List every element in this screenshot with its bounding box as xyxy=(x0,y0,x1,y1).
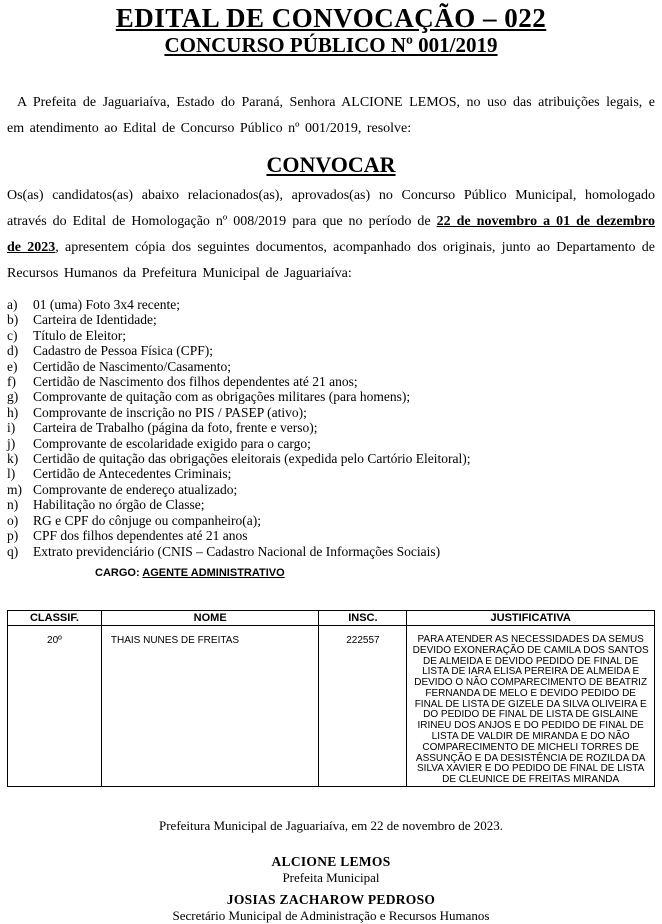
list-item xyxy=(7,374,655,389)
list-item-text: Cadastro de Pessoa Física (CPF); xyxy=(33,343,213,359)
list-item xyxy=(7,482,655,497)
list-item-text: Comprovante de endereço atualizado; xyxy=(33,481,238,497)
signature-role: Prefeita Municipal xyxy=(282,870,380,886)
signature-block-secretario xyxy=(7,892,655,923)
date-line: Prefeitura Municipal de Jaguariaíva, em 22 de novembro de 2023. xyxy=(158,818,504,834)
list-item xyxy=(7,359,655,374)
list-item-letter: c) xyxy=(7,327,18,343)
list-item-text: Título de Eleitor; xyxy=(33,327,126,343)
list-item-text: CPF dos filhos dependentes até 21 anos xyxy=(33,528,248,544)
list-item-text: Carteira de Trabalho (página da foto, frente e verso); xyxy=(33,420,318,436)
table-header-classif: CLASSIF. xyxy=(8,610,102,625)
list-item-text: 01 (uma) Foto 3x4 recente; xyxy=(33,297,180,312)
list-item xyxy=(7,466,655,481)
table-header-insc: INSC. xyxy=(319,610,407,625)
list-item-text: Comprovante de escolaridade exigido para o cargo; xyxy=(33,435,311,451)
list-item-text: Comprovante de quitação com as obrigações militares (para homens); xyxy=(33,389,411,405)
list-item xyxy=(7,420,655,435)
list-item-text: Certidão de quitação das obrigações eleitorais (expedida pelo Cartório Eleitoral); xyxy=(33,451,471,467)
cell-classif: 20º xyxy=(8,625,102,786)
list-item xyxy=(7,328,655,343)
list-item-letter: p) xyxy=(7,528,19,544)
list-item-text: Certidão de Nascimento/Casamento; xyxy=(33,358,231,374)
list-item-letter: q) xyxy=(7,543,19,559)
signature-role: Secretário Municipal de Administração e Recursos Humanos xyxy=(172,908,490,924)
list-item-letter: k) xyxy=(7,451,19,467)
cargo-value: AGENTE ADMINISTRATIVO xyxy=(142,566,285,579)
list-item-letter: l) xyxy=(7,466,16,482)
list-item-letter: e) xyxy=(7,358,18,374)
cell-insc: 222557 xyxy=(319,625,407,786)
convocation-text-after: , apresentem cópia dos seguintes documentos, acompanhado dos originais, junto ao Departamento de Recursos Humanos da Prefeitura Municipal de Jaguariaíva: xyxy=(7,240,656,281)
list-item xyxy=(7,343,655,358)
list-item-letter: o) xyxy=(7,512,19,528)
signature-block-prefeita xyxy=(7,854,655,885)
list-item-letter: m) xyxy=(7,481,22,497)
list-item xyxy=(7,297,655,312)
list-item-letter: b) xyxy=(7,312,19,328)
list-item-letter: g) xyxy=(7,389,19,405)
list-item-letter: a) xyxy=(7,297,18,312)
cargo-line xyxy=(95,566,655,580)
table-row xyxy=(8,625,655,786)
list-item-letter: d) xyxy=(7,343,19,359)
convocation-text-before: Os(as) candidatos(as) abaixo relacionados(as), aprovados(as) no Concurso Público Municipal, homologado através do Edital de Homologação nº 008/2019 para que no período de xyxy=(7,188,655,229)
document-title xyxy=(7,3,655,33)
list-item-text: Habilitação no órgão de Classe; xyxy=(33,497,205,513)
candidates-table-body xyxy=(8,625,655,786)
list-item xyxy=(7,436,655,451)
cell-nome: THAIS NUNES DE FREITAS xyxy=(101,625,319,786)
table-header-justificativa: JUSTIFICATIVA xyxy=(407,610,655,625)
list-item-letter: f) xyxy=(7,374,16,390)
candidates-table-header xyxy=(8,610,655,625)
cargo-label: CARGO: xyxy=(95,566,143,579)
convocation-period-highlight: 22 de novembro a 01 de dezembro de 2023 xyxy=(7,214,655,255)
list-item-text: Certidão de Antecedentes Criminais; xyxy=(33,466,232,482)
signature-name: ALCIONE LEMOS xyxy=(271,854,391,870)
list-item-letter: n) xyxy=(7,497,19,513)
signature-name: JOSIAS ZACHAROW PEDROSO xyxy=(226,892,436,908)
list-item-text: Comprovante de inscrição no PIS / PASEP (ativo); xyxy=(33,404,307,420)
intro-paragraph: A Prefeita de Jaguariaíva, Estado do Paraná, Senhora ALCIONE LEMOS, no uso das atribuições legais, e em atendimento ao Edital de Concurso Público nº 001/2019, resolve: xyxy=(7,95,655,136)
table-header-nome: NOME xyxy=(101,610,319,625)
list-item-text: Extrato previdenciário (CNIS – Cadastro Nacional de Informações Sociais) xyxy=(33,543,441,559)
document-subtitle xyxy=(7,33,655,57)
convocar-heading xyxy=(7,151,655,178)
documents-list xyxy=(7,297,655,559)
list-item-text: Carteira de Identidade; xyxy=(33,312,157,328)
list-item xyxy=(7,544,655,559)
list-item-letter: i) xyxy=(7,420,16,436)
cell-justificativa: PARA ATENDER AS NECESSIDADES DA SEMUS DEVIDO EXONERAÇÃO DE CAMILA DOS SANTOS DE ALMEIDA E DEVIDO PEDIDO DE FINAL DE LISTA DE IARA ELISA PEREIRA DE ALMEIDA E DEVIDO O NÃO COMPARECIMENTO DE BEATRIZ FERNANDA DE MELO E DEVIDO PEDIDO DE FINAL DE LISTA DE GIZELE DA SILVA OLIVEIRA E DO PEDIDO DE FINAL DE LISTA DE GISLAINE IRINEU DOS ANJOS E DO PEDIDO DE FINAL DE LISTA DE VALDIR DE MIRANDA E DO NÃO COMPARECIMENTO DE MICHELI TORRES DE ASSUNÇÃO E DA DESISTÊNCIA DE ROZILDA DA SILVA XAVIER E DO PEDIDO DE FINAL DE LISTA DE CLEUNICE DE FREITAS MIRANDA xyxy=(407,625,655,786)
list-item xyxy=(7,513,655,528)
list-item xyxy=(7,451,655,466)
list-item-letter: h) xyxy=(7,404,19,420)
list-item xyxy=(7,389,655,404)
list-item-letter: j) xyxy=(7,435,16,451)
list-item xyxy=(7,405,655,420)
list-item xyxy=(7,497,655,512)
convocar-heading-text: CONVOCAR xyxy=(266,152,396,177)
list-item xyxy=(7,528,655,543)
list-item xyxy=(7,312,655,327)
candidates-table xyxy=(7,610,655,787)
list-item-text: RG e CPF do cônjuge ou companheiro(a); xyxy=(33,512,261,528)
convocation-paragraph xyxy=(7,183,655,287)
document-title-text: EDITAL DE CONVOCAÇÃO – 022 xyxy=(115,3,547,33)
list-item-text: Certidão de Nascimento dos filhos dependentes até 21 anos; xyxy=(33,374,358,390)
document-subtitle-text: CONCURSO PÚBLICO Nº 001/2019 xyxy=(164,33,498,57)
